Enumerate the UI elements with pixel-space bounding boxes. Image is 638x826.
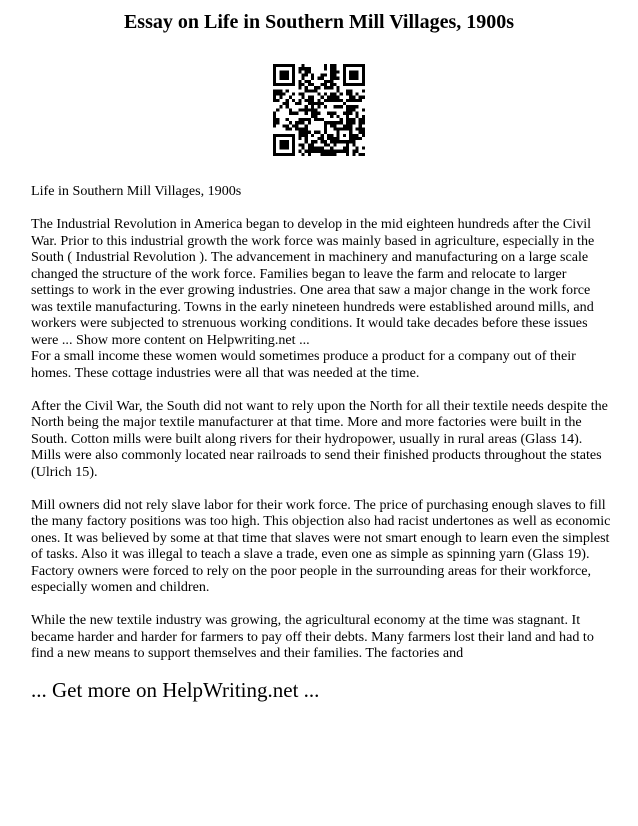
essay-paragraph: After the Civil War, the South did not want to rely upon the North for all their textile needs despite the North being the major textile manufacturer at that time. More and more factories were built in the South. Cotton mills were built along rivers for their hydropower, usually in rural areas (Glass 14). Mills were also commonly located near railroads to send their finished products throughout the states (Ulrich 15). [31,397,608,480]
essay-paragraph: The Industrial Revolution in America began to develop in the mid eighteen hundreds after the Civil War. Prior to this industrial growth the work force was mainly based in agriculture, especially in the South ( Industrial Revolution ). The advancement in machinery and manufacturing on a large scale changed the structure of the work force. Families began to leave the farm and relocate to larger settings to work in the ever growing industries. One area that saw a major change in the work force was textile manufacturing. Towns in the early nineteen hundreds were established around mills, and workers were subjected to strenuous working conditions. It would take decades before these issues were ... Show more content on Helpwriting.net ... [31,216,595,348]
qr-code-icon [273,64,365,156]
essay-paragraph: While the new textile industry was growing, the agricultural economy at the time was stagnant. It became harder and harder for farmers to pay off their debts. Many farmers lost their land and had to find a new means to support themselves and their families. The factories and [31,612,594,661]
essay-subtitle: Life in Southern Mill Villages, 1900s [31,183,242,199]
essay-paragraph: For a small income these women would sometimes produce a product for a company out of their homes. These cottage industries were all that was needed at the time. [31,348,576,381]
essay-paragraph: Mill owners did not rely slave labor for their work force. The price of purchasing enough slaves to fill the many factory positions was too high. This objection also had racist undertones as well as economic ones. It was believed by some at that time that slaves were not smart enough to learn even the simplest of tasks. Also it was illegal to teach a slave a trade, even one as simple as spinning yarn (Glass 19). Factory owners were forced to rely on the poor people in the surrounding areas for their workforce, especially women and children. [31,496,611,595]
page-title: Essay on Life in Southern Mill Villages, 1900s [123,11,515,33]
essay-body [31,183,611,678]
qr-code-graphic [273,64,365,156]
get-more-link[interactable]: ... Get more on HelpWriting.net ... [31,678,320,702]
